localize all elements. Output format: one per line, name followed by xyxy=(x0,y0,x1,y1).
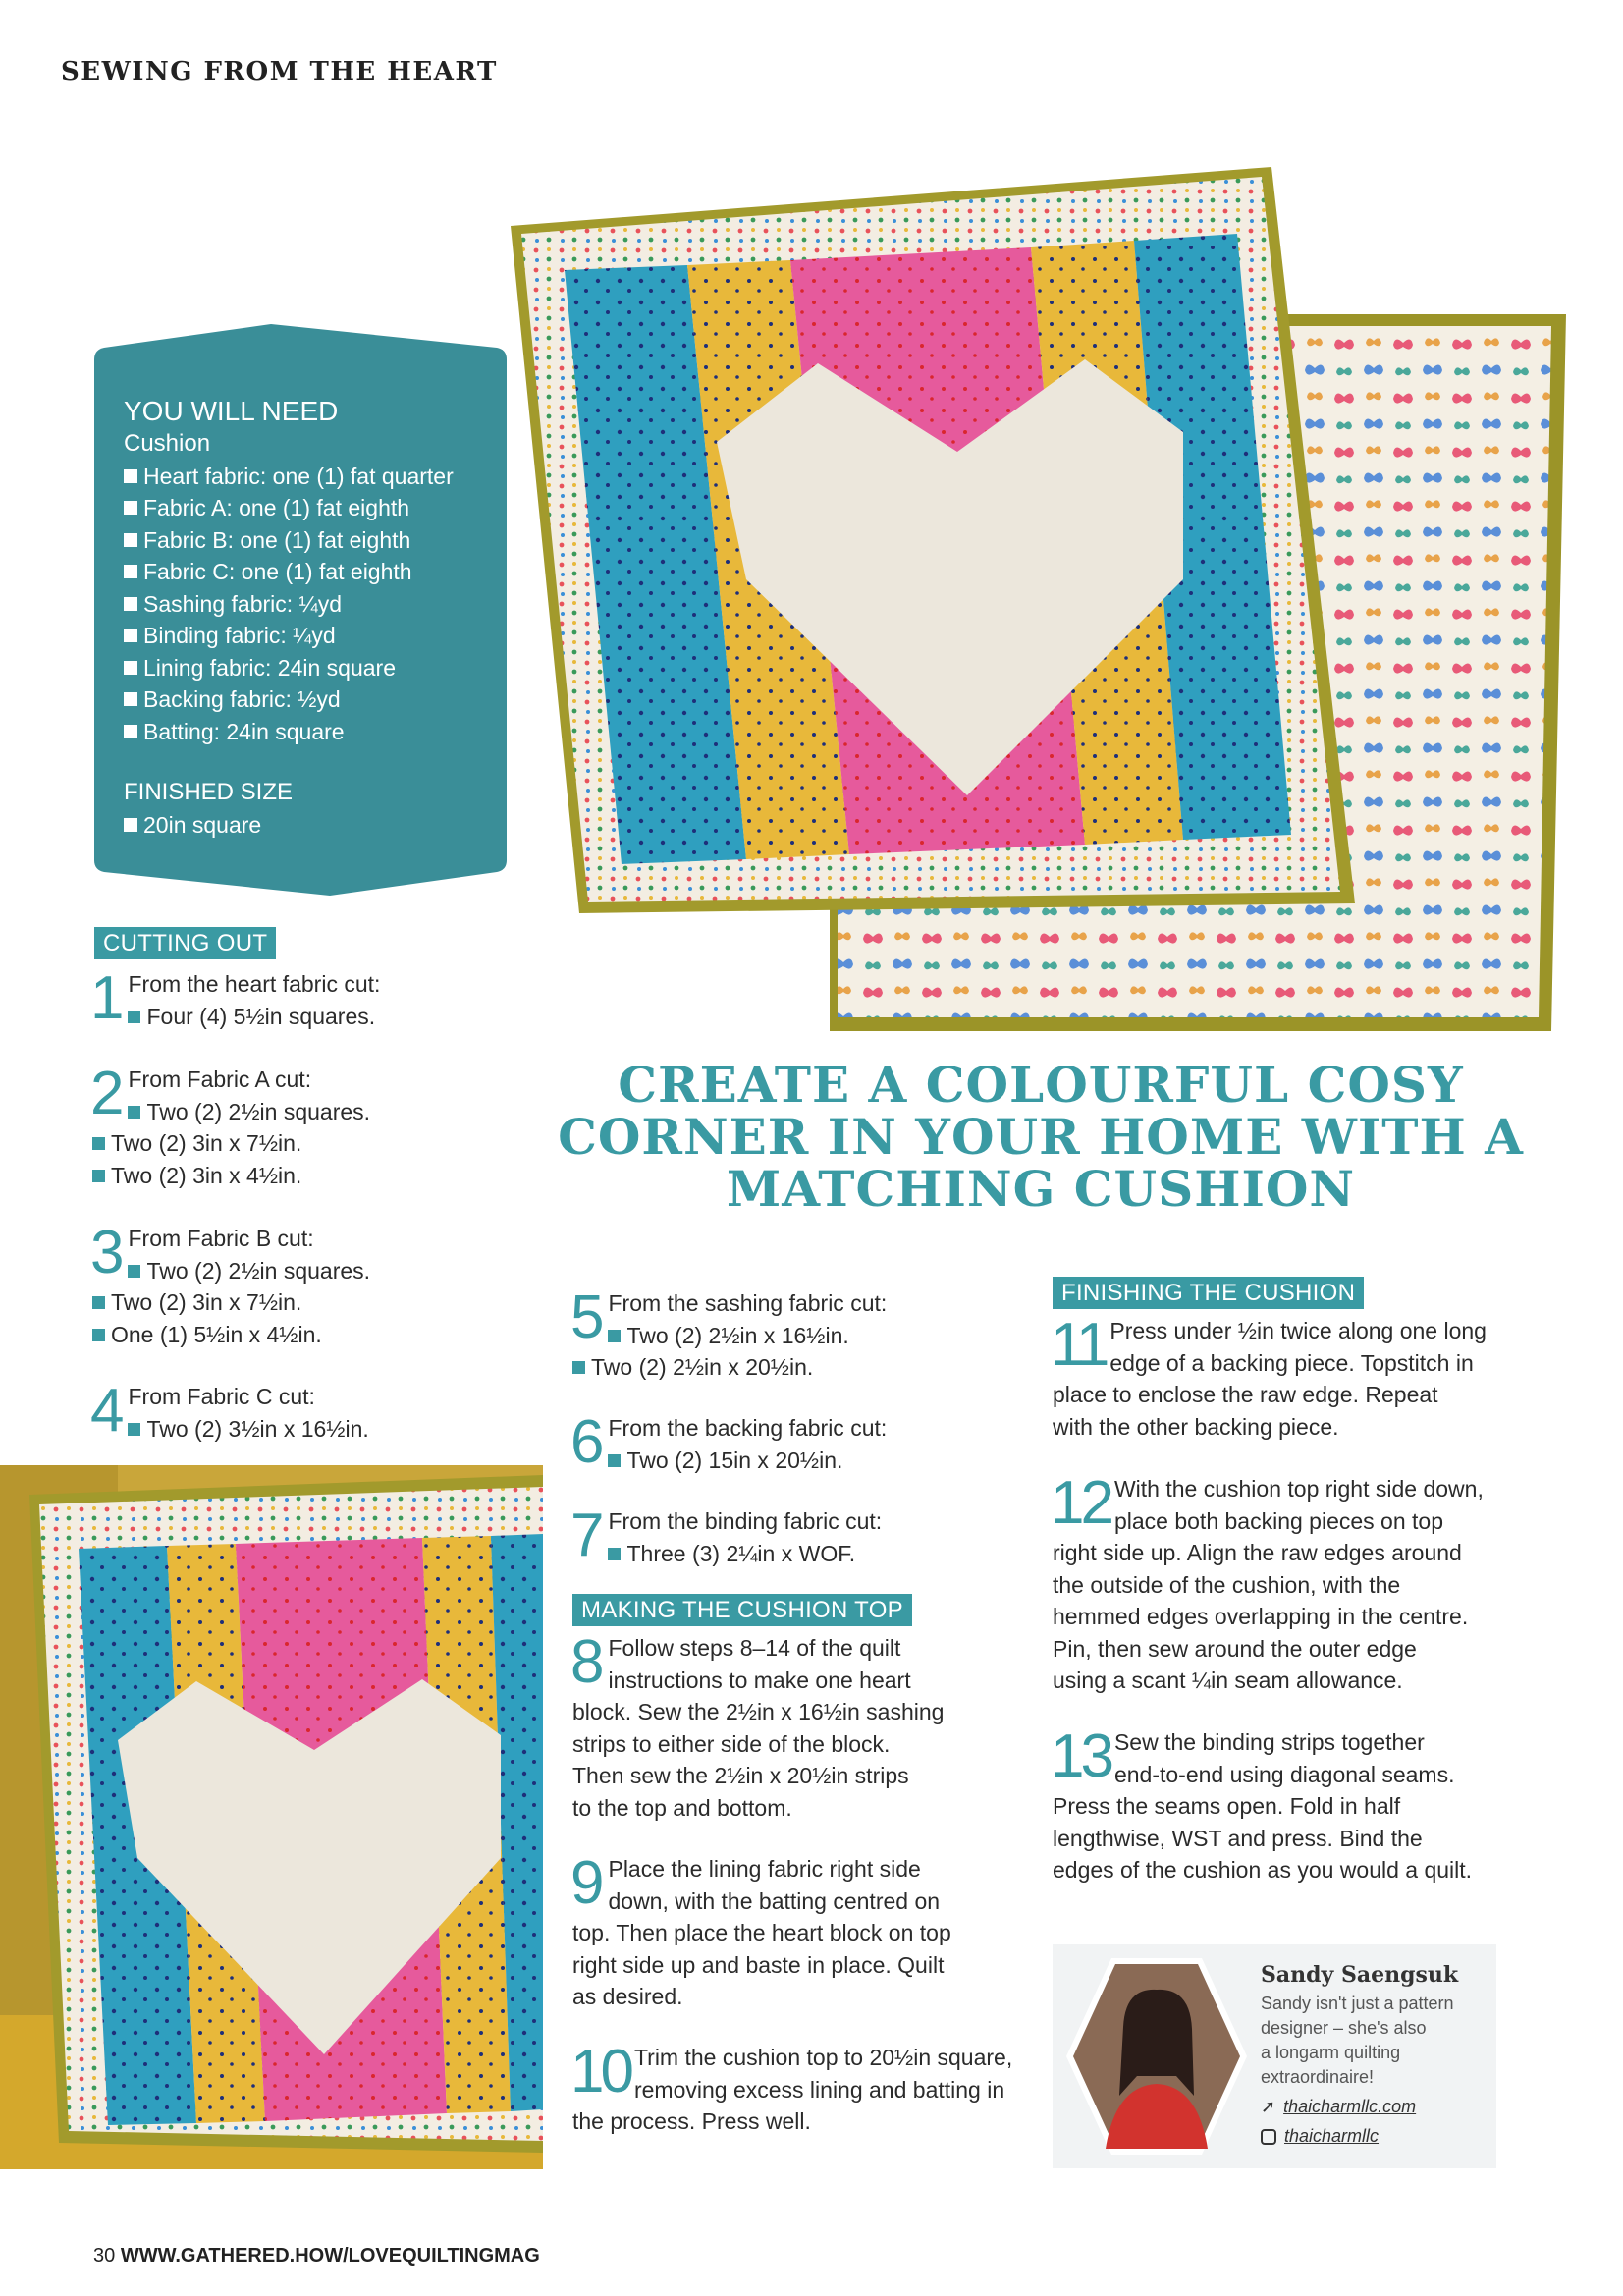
step-4: 4 From Fabric C cut: Two (2) 3½in x 16½in. xyxy=(90,1377,369,1445)
step-5: 5 From the sashing fabric cut: Two (2) 2½in x 16½in. Two (2) 2½in x 20½in. xyxy=(570,1284,888,1380)
instagram-icon xyxy=(1261,2129,1276,2145)
author-photo xyxy=(1066,1958,1247,2155)
author-box xyxy=(1053,1944,1496,2168)
you-will-need-subtitle: Cushion xyxy=(124,430,211,457)
footer xyxy=(93,2245,540,2268)
square-bullet-icon xyxy=(124,661,137,675)
step-10: 10 Trim the cushion top to 20½in square, removing excess lining and batting in the process. Press well. xyxy=(570,2038,1013,2134)
list-item: Heart fabric: one (1) fat quarter xyxy=(124,461,454,493)
list-item: Binding fabric: ¼yd xyxy=(124,620,454,652)
finished-size-title: FINISHED SIZE xyxy=(124,779,294,805)
list-item: Batting: 24in square xyxy=(124,716,454,748)
step-7: 7 From the binding fabric cut: Three (3) 2¼in x WOF. xyxy=(570,1502,883,1569)
square-bullet-icon xyxy=(124,533,137,547)
instagram-link[interactable]: thaicharmllc xyxy=(1261,2126,1379,2147)
list-item: Backing fabric: ½yd xyxy=(124,683,454,716)
list-item: Fabric C: one (1) fat eighth xyxy=(124,556,454,588)
square-bullet-icon xyxy=(124,818,137,832)
step-3: 3 From Fabric B cut: Two (2) 2½in squares. Two (2) 3in x 7½in. One (1) 5½in x 4½in. xyxy=(90,1219,371,1347)
you-will-need-title: YOU WILL NEED xyxy=(124,396,339,426)
square-bullet-icon xyxy=(124,501,137,515)
section-title: SEWING FROM THE HEART xyxy=(61,57,498,86)
square-bullet-icon xyxy=(124,692,137,706)
author-name: Sandy Saengsuk xyxy=(1261,1962,1459,1988)
step-9: 9 Place the lining fabric right side down, with the batting centred on top. Then place the heart block on top right side up and baste in place. Quilt as desired. xyxy=(570,1849,951,2009)
step-8: 8 Follow steps 8–14 of the quilt instructions to make one heart block. Sew the 2½in x 16½in sashing strips to either side of the block. Then sew the 2½in x 20½in strips to the top and bottom. xyxy=(570,1628,945,1821)
magazine-url: WWW.GATHERED.HOW/LOVEQUILTINGMAG xyxy=(120,2245,540,2267)
step-2: 2 From Fabric A cut: Two (2) 2½in squares. Two (2) 3in x 7½in. Two (2) 3in x 4½in. xyxy=(90,1060,371,1188)
square-bullet-icon xyxy=(124,725,137,738)
list-item: 20in square xyxy=(124,809,454,842)
square-bullet-icon xyxy=(124,469,137,483)
headline: CREATE A COLOURFUL COSY CORNER IN YOUR HOME WITH A MATCHING CUSHION xyxy=(558,1056,1524,1218)
list-item: Lining fabric: 24in square xyxy=(124,652,454,684)
you-will-need-box xyxy=(94,324,507,896)
author-bio: Sandy isn't just a pattern designer – she's also a longarm quilting extraordinaire! xyxy=(1261,1994,1454,2087)
list-item: Fabric A: one (1) fat eighth xyxy=(124,492,454,524)
square-bullet-icon xyxy=(124,565,137,578)
cursor-arrow-icon: ➚ xyxy=(1261,2097,1276,2116)
making-label: MAKING THE CUSHION TOP xyxy=(572,1594,912,1626)
step-12: 12 With the cushion top right side down, place both backing pieces on top right side up. Align the raw edges around the outside of the cushion, with the hemmed edges overlapping in the centre. Pin, then sew around the outer edge using a scant ¼in seam allowance. xyxy=(1051,1469,1484,1693)
main-cushion-photo xyxy=(506,167,1576,1051)
square-bullet-icon xyxy=(124,629,137,642)
website-link[interactable]: ➚ thaicharmllc.com xyxy=(1261,2097,1417,2116)
cutting-out-label: CUTTING OUT xyxy=(94,927,276,959)
page-number: 30 xyxy=(93,2245,116,2267)
close-up-cushion-photo xyxy=(0,1465,543,2169)
finishing-label: FINISHING THE CUSHION xyxy=(1053,1277,1364,1309)
step-11: 11 Press under ½in twice along one long edge of a backing piece. Topstitch in place to enclose the raw edge. Repeat with the other backing piece. xyxy=(1051,1311,1487,1440)
square-bullet-icon xyxy=(124,597,137,611)
list-item: Fabric B: one (1) fat eighth xyxy=(124,524,454,557)
step-1: 1 From the heart fabric cut: Four (4) 5½in squares. xyxy=(90,964,381,1032)
step-13: 13 Sew the binding strips together end-to-end using diagonal seams. Press the seams open. Fold in half lengthwise, WST and press. Bind the edges of the cushion as you would a quilt. xyxy=(1051,1722,1473,1883)
step-6: 6 From the backing fabric cut: Two (2) 15in x 20½in. xyxy=(570,1408,888,1476)
list-item: Sashing fabric: ¼yd xyxy=(124,588,454,621)
